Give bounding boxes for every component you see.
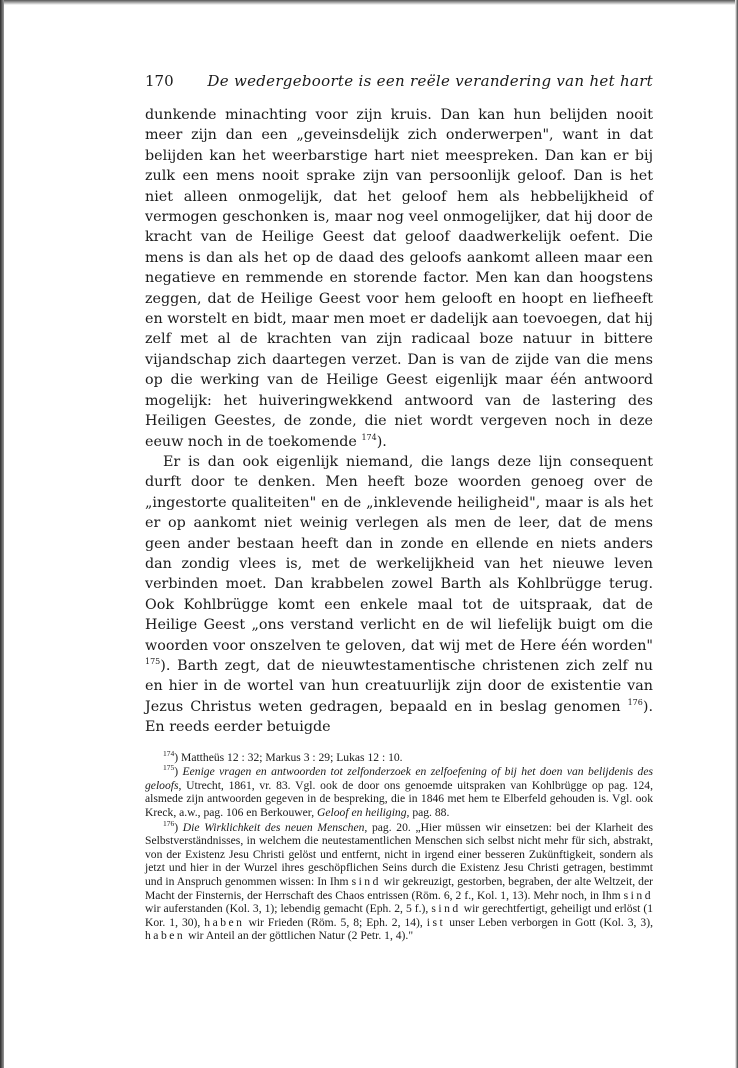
footnote-ref[interactable]: 175 (145, 657, 161, 667)
footnote-ref[interactable]: 174 (361, 432, 377, 442)
page-top-edge (0, 0, 738, 5)
body-text (145, 105, 653, 738)
footnote-ref[interactable]: 176 (627, 698, 643, 708)
book-page (145, 72, 653, 944)
page-left-edge (0, 0, 4, 1068)
paragraph: dunkende minachting voor zijn kruis. Dan kan hun belijden nooit meer zijn dan een „geveinsdelijk zich onderwerpen", want in dat belijden kan het weerbarstige hart niet meespreken. Dan kan er bij zulk een mens nooit sprake zijn van persoonlijk geloof. Dan is het niet alleen onmogelijk, dat het geloof hem als hebbelijkheid of vermogen geschonken is, maar nog veel onmogelijker, dat hij door de kracht van de Heilige Geest dat geloof daadwerkelijk oefent. Die mens is dan als het op de daad des geloofs aankomt alleen maar een negatieve en remmende en storende factor. Men kan dan hoogstens zeggen, dat de Heilige Geest voor hem gelooft en hoopt en liefheeft en worstelt en bidt, maar men moet er dadelijk aan toevoegen, dat hij zelf met al de krachten van zijn radicaal boze natuur in bittere vijandschap zich daartegen verzet. Dan is van de zijde van die mens op die werking van de Heilige Geest eigenlijk maar één antwoord mogelijk: het huiveringwekkend antwoord van de lastering des Heiligen Geestes, de zonde, die niet wordt vergeven noch in deze eeuw noch in de toekomende $^{174}$). (145, 107, 653, 450)
footnote-174: $^{174}$) Mattheüs 12 : 32; Markus 3 : 29; Lukas 12 : 10. (163, 748, 403, 764)
running-header (145, 72, 653, 90)
footnote-175: $^{175}$) Eenige vragen en antwoorden tot zelfonderzoek en zelfoefening of bij het doen van belijdenis des geloofs, Utrecht, 1861, vr. 83. Vgl. ook de door ons genoemde uitspraken van Kohlbrügge op pag. 124, alsmede zijn antwoorden gegeven in de bespreking, die in 1846 met hem te Elberfeld gehouden is. Vgl. ook Kreck, a.w., pag. 106 en Berkouwer, Geloof en heiliging, pag. 88. (145, 763, 653, 819)
running-title: De wedergeboorte is een reële verandering van het hart (207, 72, 653, 90)
footnote-176: $^{176}$) Die Wirklichkeit des neuen Menschen, pag. 20. „Hier müssen wir einsetzen: bei der Klarheit des Selbstverständnisses, in welchem die neutestamentlichen Menschen sich selbst nicht mehr für sich, abstrakt, von der Existenz Jesu Christi gelöst und entfernt, nicht in irgend einer besseren Zukünftigkeit, sondern als jetzt und hier in der Wurzel ihres geschöpflichen Seins durch die Existenz Jesu Christi getragen, bestimmt und in Anspruch genommen wissen: In Ihm sind wir gekreuzigt, gestorben, begraben, der alte Weltzeit, der Macht der Finsternis, der Herrschaft des Chaos entrissen (Röm. 6, 2 f., Kol. 1, 13). Mehr noch, in Ihm sind wir auferstanden (Kol. 3, 1); lebendig gemacht (Eph. 2, 5 f.), sind wir gerechtfertigt, geheiligt und erlöst (1 Kor. 1, 30), haben wir Frieden (Röm. 5, 8; Eph. 2, 14), ist unser Leben verborgen in Gott (Kol. 3, 3), haben wir Anteil an der göttlichen Natur (2 Petr. 1, 4)." (145, 818, 653, 943)
page-number: 170 (145, 72, 174, 90)
paragraph: Er is dan ook eigenlijk niemand, die langs deze lijn consequent durft door te denken. Men heeft boze woorden genoeg over de „ingestorte qualiteiten" en de „inklevende heiligheid", maar is als het er op aankomt niet weinig verlegen als men de leer, dat de mens geen ander bestaan heeft dan in zonde en ellende en niets anders dan zondig vlees is, met de werkelijkheid van het nieuwe leven verbinden moet. Dan krabbelen zowel Barth als Kohlbrügge terug. Ook Kohlbrügge komt een enkele maal tot de uitspraak, dat de Heilige Geest „ons verstand verlicht en de wil liefelijk buigt om die woorden voor onszelven te geloven, dat wij met de Here één worden" $^{175}$). Barth zegt, dat de nieuwtestamentische christenen zich zelf nu en hier in de wortel van hun creatuurlijk zijn door de existentie van Jezus Christus weten gedragen, bepaald en in beslag genomen $^{176}$). En reeds eerder betuigde (145, 453, 653, 736)
footnotes (145, 748, 653, 943)
